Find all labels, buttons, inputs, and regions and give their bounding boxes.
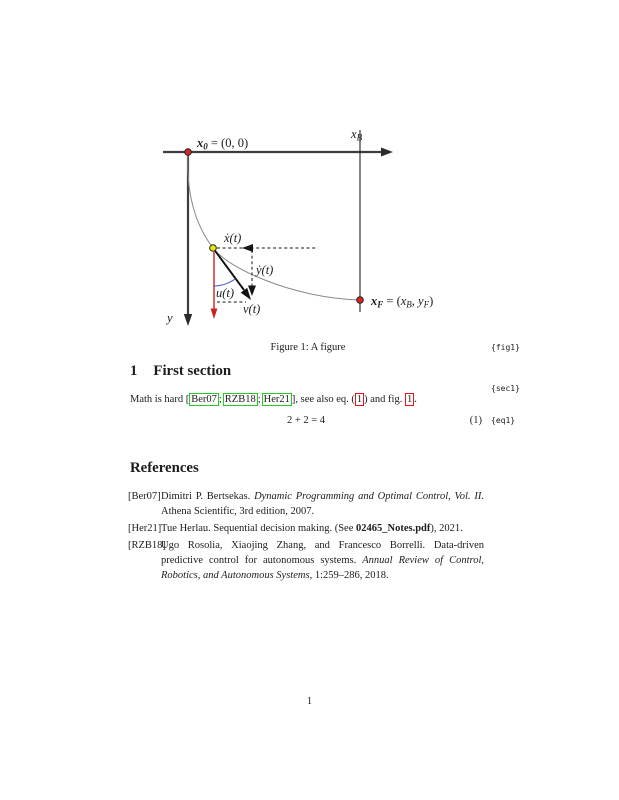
section-title: First section bbox=[153, 363, 232, 379]
end-point bbox=[357, 297, 364, 304]
margin-note-eq1: {eq1} bbox=[491, 416, 516, 425]
figure-caption: Figure 1: A figure bbox=[270, 342, 346, 353]
xdot-arrowhead-icon bbox=[242, 244, 253, 252]
equation-ref-link[interactable]: 1 bbox=[356, 394, 363, 405]
figure-diagram bbox=[0, 0, 619, 340]
reference-key: [Her21] bbox=[128, 523, 162, 534]
equation-body: 2 + 2 = 4 bbox=[286, 415, 326, 426]
reference-key: [Ber07] bbox=[128, 491, 161, 502]
paragraph-text: Math is hard bbox=[130, 394, 186, 405]
paragraph-text: , see also eq. ( bbox=[295, 394, 355, 405]
reference-entry bbox=[128, 538, 484, 583]
reference-entry bbox=[128, 521, 484, 536]
start-point bbox=[185, 149, 192, 156]
velocity-arrowhead-icon bbox=[241, 288, 251, 300]
equation-number: (1) bbox=[469, 415, 482, 426]
reference-text: Dimitri P. Bertsekas. Dynamic Programming and Optimal Control, Vol. II. Athena Scientific, 3rd edition, 2007. bbox=[161, 491, 485, 517]
references-heading: References bbox=[130, 460, 199, 476]
citation-link-ber07[interactable]: Ber07 bbox=[191, 394, 217, 405]
reference-entry bbox=[128, 489, 484, 519]
citation-link-rzb18[interactable]: RZB18 bbox=[224, 394, 256, 405]
current-point bbox=[210, 245, 217, 252]
references-list bbox=[128, 489, 484, 585]
citation-separator: ; bbox=[257, 394, 261, 405]
control-angle-label: u(t) bbox=[216, 286, 235, 300]
xdot-label: ẋ(t) bbox=[224, 231, 242, 245]
y-axis-arrowhead-icon bbox=[184, 314, 192, 326]
ydot-label: ẏ(t) bbox=[256, 263, 274, 277]
x-axis-arrowhead-icon bbox=[381, 148, 393, 157]
citation-bracket-close: ] bbox=[291, 394, 296, 405]
citation-link-her21[interactable]: Her21 bbox=[263, 394, 290, 405]
velocity-label: v(t) bbox=[243, 302, 261, 316]
paragraph-text: . bbox=[414, 394, 417, 405]
citation-separator: ; bbox=[218, 394, 222, 405]
velocity-vector bbox=[213, 248, 244, 290]
y-axis-label: y bbox=[167, 311, 173, 325]
reference-key: [RZB18] bbox=[128, 540, 166, 551]
figure-ref-link[interactable]: 1 bbox=[406, 394, 413, 405]
control-angle-arc bbox=[213, 279, 235, 286]
reference-text: Ugo Rosolia, Xiaojing Zhang, and Francesco Borrelli. Data-driven predictive control for autonomous systems. Annual Review of Control, Robotics, and Autonomous Systems, 1:259–286, 2018. bbox=[161, 540, 484, 581]
section-number: 1 bbox=[130, 363, 138, 379]
margin-note-sec1: {sec1} bbox=[491, 384, 520, 393]
xF-label: $x_F = (x_B$, $y_F$) bbox=[371, 294, 434, 310]
gravity-arrowhead-icon bbox=[211, 309, 218, 320]
page-number: 1 bbox=[306, 696, 313, 707]
citation-bracket-open: [ bbox=[185, 394, 190, 405]
display-equation bbox=[130, 415, 482, 426]
reference-text: Tue Herlau. Sequential decision making. (See 02465_Notes.pdf), 2021. bbox=[161, 523, 463, 534]
body-paragraph bbox=[130, 394, 500, 405]
section-heading bbox=[130, 363, 231, 380]
paragraph-text: ) and fig. bbox=[364, 394, 405, 405]
margin-note-fig1: {fig1} bbox=[491, 343, 520, 352]
xB-label: $x_B$ bbox=[351, 127, 363, 143]
x0-label: $x_0 = (0$, 0) bbox=[197, 136, 249, 152]
